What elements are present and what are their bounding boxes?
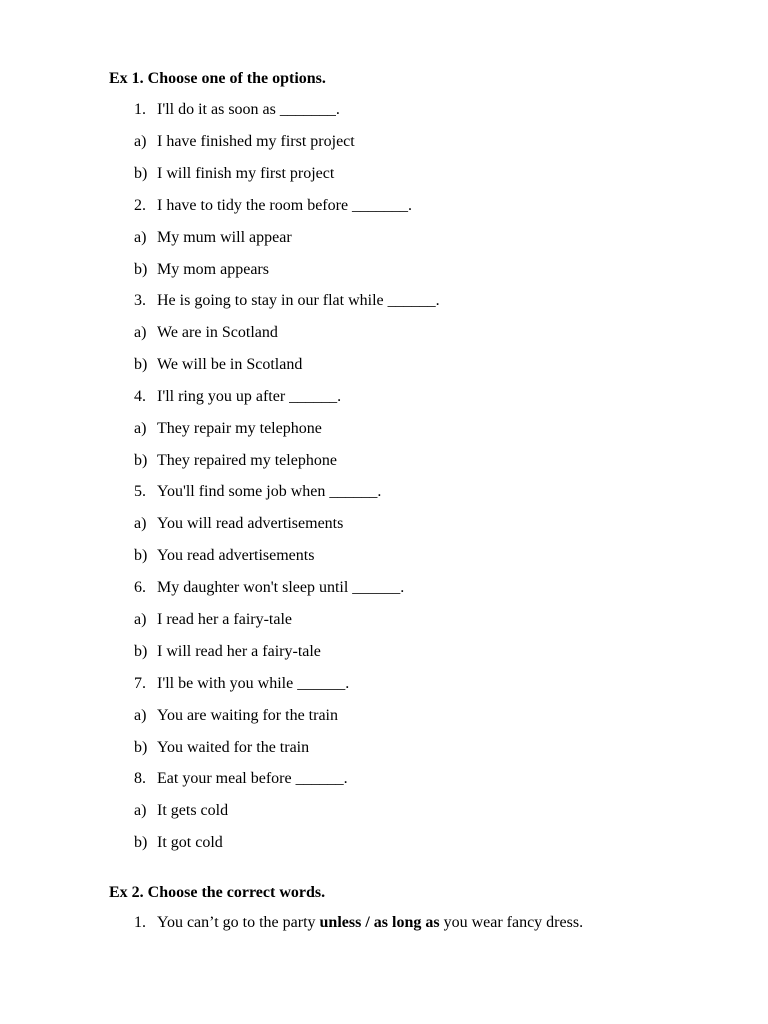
- option-2a: [134, 228, 292, 248]
- question-8: [134, 769, 348, 789]
- option-text: I will read her a fairy-tale: [157, 643, 321, 660]
- question-2: [134, 196, 412, 216]
- question-5: [134, 482, 381, 502]
- question-text: He is going to stay in our flat while ______.: [157, 292, 440, 309]
- question-number: 7.: [134, 675, 146, 692]
- option-text: I will finish my first project: [157, 165, 335, 182]
- question-number: 6.: [134, 579, 146, 596]
- question-text: My daughter won't sleep until ______.: [157, 579, 405, 596]
- sentence-before: You can’t go to the party: [157, 914, 320, 931]
- option-marker: a): [134, 611, 147, 628]
- question-text: I'll ring you up after ______.: [157, 388, 342, 405]
- option-7b: [134, 738, 309, 758]
- option-text: My mom appears: [157, 261, 269, 278]
- option-7a: [134, 706, 338, 726]
- option-text: You read advertisements: [157, 547, 315, 564]
- ex2-item-1: [134, 913, 583, 933]
- option-marker: a): [134, 229, 147, 246]
- question-text: I'll do it as soon as _______.: [157, 101, 340, 118]
- option-marker: b): [134, 261, 148, 278]
- question-3: [134, 291, 440, 311]
- word-option-as-long-as: as long as: [373, 914, 440, 931]
- question-number: 1.: [134, 101, 146, 118]
- option-text: I have finished my first project: [157, 133, 355, 150]
- option-text: You will read advertisements: [157, 515, 344, 532]
- option-marker: b): [134, 739, 148, 756]
- question-number: 3.: [134, 292, 146, 309]
- question-number: 2.: [134, 197, 146, 214]
- option-6a: [134, 610, 292, 630]
- option-marker: a): [134, 133, 147, 150]
- question-text: Eat your meal before ______.: [157, 770, 348, 787]
- option-text: We will be in Scotland: [157, 356, 303, 373]
- option-text: They repair my telephone: [157, 420, 322, 437]
- option-marker: b): [134, 356, 148, 373]
- option-4a: [134, 419, 322, 439]
- question-text: I have to tidy the room before _______.: [157, 197, 413, 214]
- option-separator: /: [361, 914, 374, 931]
- option-marker: b): [134, 547, 148, 564]
- option-marker: a): [134, 515, 147, 532]
- question-text: You'll find some job when ______.: [157, 483, 382, 500]
- option-5a: [134, 514, 343, 534]
- question-text: I'll be with you while ______.: [157, 675, 350, 692]
- option-marker: b): [134, 452, 148, 469]
- option-text: My mum will appear: [157, 229, 292, 246]
- question-number: 8.: [134, 770, 146, 787]
- option-5b: [134, 546, 314, 566]
- option-text: I read her a fairy-tale: [157, 611, 293, 628]
- option-text: They repaired my telephone: [157, 452, 337, 469]
- question-1: [134, 100, 340, 120]
- option-3b: [134, 355, 302, 375]
- option-1a: [134, 132, 355, 152]
- option-8a: [134, 801, 228, 821]
- option-marker: b): [134, 643, 148, 660]
- option-2b: [134, 260, 269, 280]
- option-marker: b): [134, 165, 148, 182]
- option-text: You waited for the train: [157, 739, 310, 756]
- option-text: You are waiting for the train: [157, 707, 338, 724]
- question-number: 1.: [134, 914, 146, 931]
- option-8b: [134, 833, 223, 853]
- option-marker: a): [134, 802, 147, 819]
- ex1-heading: Ex 1. Choose one of the options.: [109, 70, 326, 87]
- option-marker: a): [134, 324, 147, 341]
- option-text: It gets cold: [157, 802, 229, 819]
- option-marker: b): [134, 834, 148, 851]
- option-6b: [134, 642, 321, 662]
- question-7: [134, 674, 349, 694]
- option-text: It got cold: [157, 834, 223, 851]
- question-6: [134, 578, 404, 598]
- option-marker: a): [134, 707, 147, 724]
- question-number: 4.: [134, 388, 146, 405]
- question-4: [134, 387, 341, 407]
- option-text: We are in Scotland: [157, 324, 278, 341]
- sentence-after: you wear fancy dress.: [439, 914, 584, 931]
- option-1b: [134, 164, 334, 184]
- option-3a: [134, 323, 278, 343]
- question-number: 5.: [134, 483, 146, 500]
- option-4b: [134, 451, 337, 471]
- option-marker: a): [134, 420, 147, 437]
- word-option-unless: unless: [319, 914, 362, 931]
- ex2-heading: Ex 2. Choose the correct words.: [109, 884, 326, 901]
